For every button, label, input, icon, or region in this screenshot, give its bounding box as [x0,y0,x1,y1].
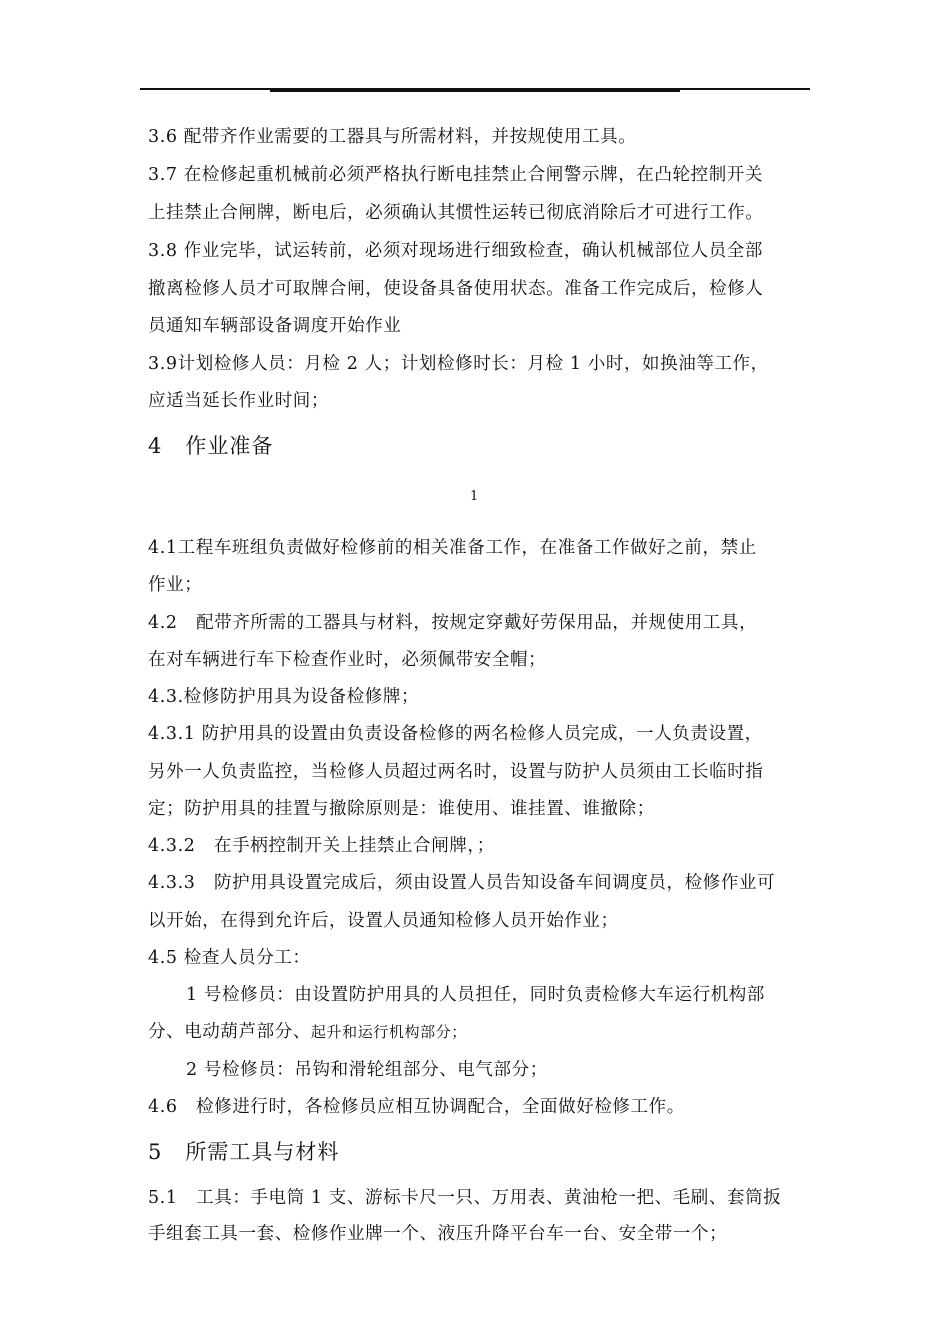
para-3-7-line2: 上挂禁止合闸牌，断电后，必须确认其惯性运转已彻底消除后才可进行工作。 [148,203,764,223]
para-4-3-3-line2: 以开始，在得到允许后，设置人员通知检修人员开始作业； [148,911,619,931]
para-4-3-1-line2: 另外一人负责监控，当检修人员超过两名时，设置与防护人员须由工长临时指 [148,762,764,782]
para-inspector-2: 2 号检修员：吊钩和滑轮组部分、电气部分； [186,1060,548,1080]
section-heading-5: 5 所需工具与材料 [148,1140,340,1164]
para-3-6: 3.6 配带齐作业需要的工器具与所需材料，并按规使用工具。 [148,127,637,147]
para-4-2-line1: 4.2 配带齐所需的工器具与材料，按规定穿戴好劳保用品，并规使用工具， [148,613,758,633]
para-4-3-1-line1: 4.3.1 防护用具的设置由负责设备检修的两名检修人员完成，一人负责设置， [148,724,763,744]
para-4-3: 4.3.检修防护用具为设备检修牌； [148,687,420,707]
para-4-1-line2: 作业； [148,575,203,595]
para-5-1-line1: 5.1 工具：手电筒 1 支、游标卡尺一只、万用表、黄油枪一把、毛刷、套筒扳 [148,1188,782,1208]
para-inspector-1-part-b: 起升和运行机构部分； [310,1023,467,1041]
para-4-1-line1: 4.1工程车班组负责做好检修前的相关准备工作，在准备工作做好之前，禁止 [148,538,757,558]
section-heading-4: 4 作业准备 [148,434,274,458]
para-4-6: 4.6 检修进行时，各检修员应相互协调配合，全面做好检修工作。 [148,1097,685,1117]
para-4-3-1-line3: 定；防护用具的挂置与撤除原则是：谁使用、谁挂置、谁撤除； [148,799,655,819]
para-inspector-1-line1: 1 号检修员：由设置防护用具的人员担任，同时负责检修大车运行机构部 [186,985,765,1005]
para-4-2-line2: 在对车辆进行车下检查作业时，必须佩带安全帽； [148,650,547,670]
para-3-8-line3: 员通知车辆部设备调度开始作业 [148,316,402,336]
page-number: 1 [470,489,479,504]
para-3-8-line2: 撤离检修人员才可取牌合闸，使设备具备使用状态。准备工作完成后，检修人 [148,279,764,299]
para-3-8-line1: 3.8 作业完毕，试运转前，必须对现场进行细致检查，确认机械部位人员全部 [148,241,763,261]
para-3-7-line1: 3.7 在检修起重机械前必须严格执行断电挂禁止合闸警示牌，在凸轮控制开关 [148,165,763,185]
para-3-9-line2: 应适当延长作业时间； [148,391,329,411]
para-4-3-3-line1: 4.3.3 防护用具设置完成后，须由设置人员告知设备车间调度员，检修作业可 [148,873,776,893]
para-4-5: 4.5 检查人员分工： [148,948,311,968]
para-3-9-line1: 3.9计划检修人员：月检 2 人；计划检修时长：月检 1 小时，如换油等工作， [148,354,769,374]
header-rule-bold [270,90,680,92]
para-inspector-1-line2 [148,1021,467,1043]
para-inspector-1-part-a: 分、电动葫芦部分、 [148,1022,311,1042]
para-4-3-2: 4.3.2 在手柄控制开关上挂禁止合闸牌，； [148,836,495,856]
para-5-1-line2: 手组套工具一套、检修作业牌一个、液压升降平台车一台、安全带一个； [148,1224,728,1244]
